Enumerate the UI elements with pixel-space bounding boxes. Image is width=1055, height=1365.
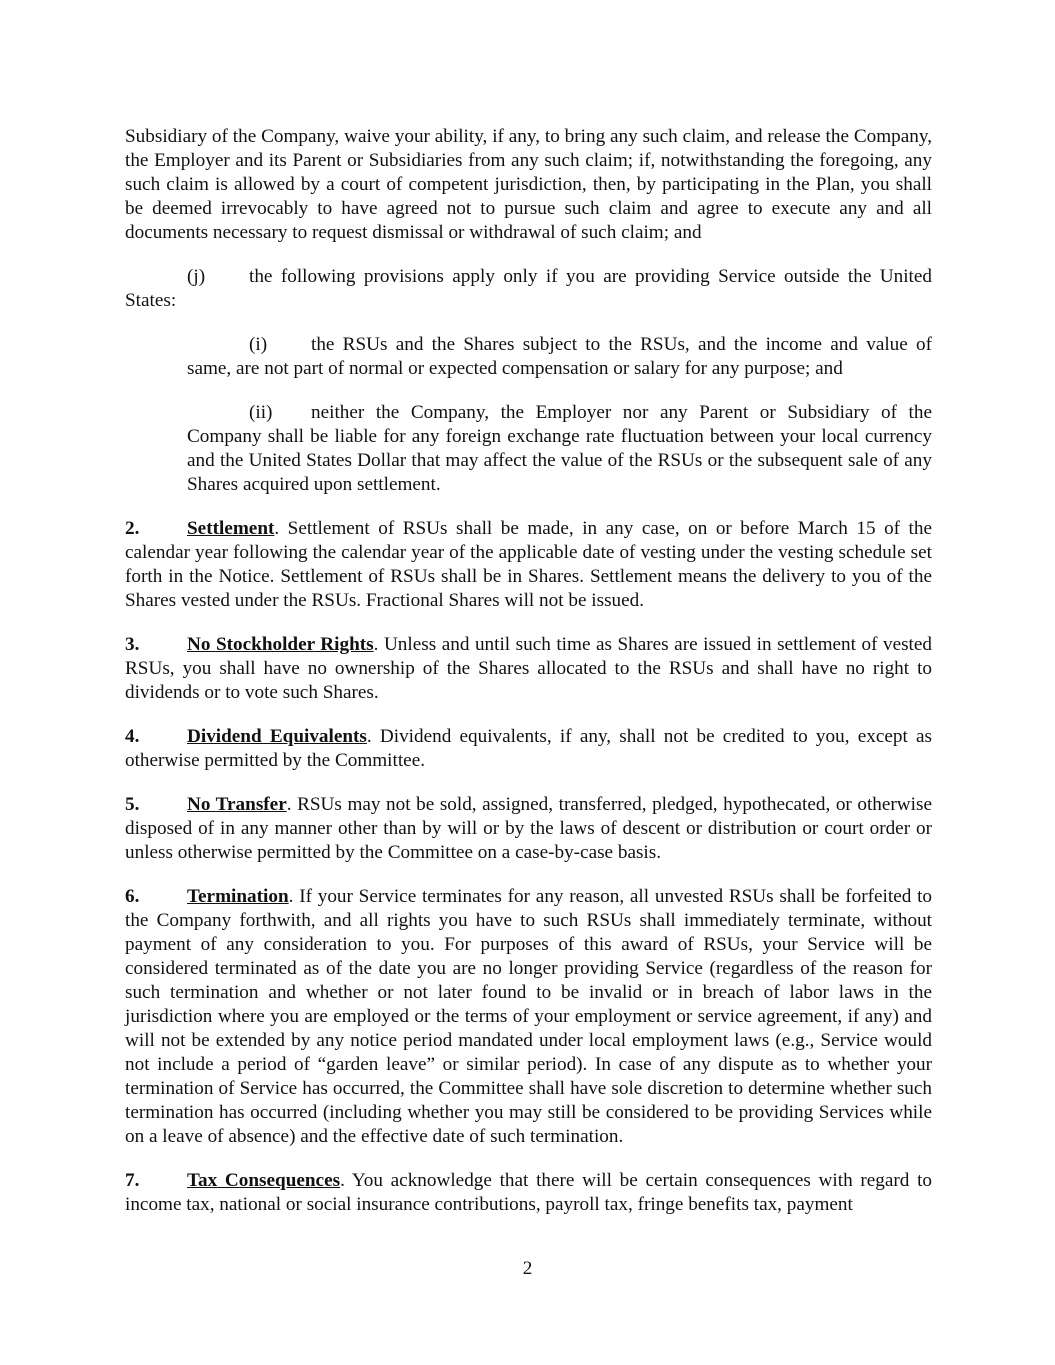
subitem-marker: (ii): [249, 402, 273, 423]
item-j-marker: (j): [187, 266, 206, 287]
item-j: [125, 265, 932, 313]
section-text: . Unless and until such time as Shares are issued in settlement of vested RSUs, you shall have no ownership of the Shares allocated to the RSUs and shall have no right to dividends or to vote such Shares.: [125, 634, 933, 703]
subitem-text: the RSUs and the Shares subject to the RSUs, and the income and value of same, are not part of normal or expected compensation or salary for any purpose; and: [187, 334, 932, 379]
section-number: 2.: [125, 518, 140, 539]
item-j-text: the following provisions apply only if you are providing Service outside the United States:: [125, 266, 932, 311]
section-number: 6.: [125, 886, 140, 907]
subitem-marker: (i): [249, 334, 268, 355]
section-settlement: [125, 517, 932, 613]
section-number: 7.: [125, 1170, 140, 1191]
section-number: 5.: [125, 794, 140, 815]
section-dividend-equivalents: [125, 725, 932, 773]
section-tax-consequences: [125, 1169, 932, 1217]
page-number: 2: [522, 1258, 533, 1279]
section-heading: Termination: [187, 886, 289, 907]
section-termination: [125, 885, 932, 1149]
section-number: 4.: [125, 726, 140, 747]
section-heading: Dividend Equivalents: [187, 726, 367, 747]
subitem-ii: [187, 401, 932, 497]
section-heading: Tax Consequences: [187, 1170, 341, 1191]
section-text: . Dividend equivalents, if any, shall not be credited to you, except as otherwise permitted by the Committee.: [125, 726, 932, 771]
subitem-i: [187, 333, 932, 381]
section-number: 3.: [125, 634, 140, 655]
section-text: . If your Service terminates for any reason, all unvested RSUs shall be forfeited to the Company forthwith, and all rights you have to such RSUs shall immediately terminate, without payment of any consideration to you. For purposes of this award of RSUs, your Service will be considered terminated as of the date you are no longer providing Service (regardless of the reason for such termination and whether or not later found to be invalid or in breach of labor laws in the jurisdiction where you are employed or the terms of your employment or service agreement, if any) and will not be extended by any notice period mandated under local employment laws (e.g., Service would not include a period of “garden leave” or similar period). In case of any dispute as to whether your termination of Service has occurred, the Committee shall have sole discretion to determine whether such termination has occurred (including whether you may still be considered to be providing Services while on a leave of absence) and the effective date of such termination.: [125, 886, 932, 1147]
section-heading: No Transfer: [187, 794, 287, 815]
section-heading: Settlement: [187, 518, 275, 539]
section-no-transfer: [125, 793, 932, 865]
section-text: . RSUs may not be sold, assigned, transferred, pledged, hypothecated, or otherwise disposed of in any manner other than by will or by the laws of descent or distribution or court order or unless otherwise permitted by the Committee on a case-by-case basis.: [125, 794, 932, 863]
continuation-paragraph: Subsidiary of the Company, waive your ability, if any, to bring any such claim, and release the Company, the Employer and its Parent or Subsidiaries from any such claim; if, notwithstanding the foregoing, any such claim is allowed by a court of competent jurisdiction, then, by participating in the Plan, you shall be deemed irrevocably to have agreed not to pursue such claim and agree to execute any and all documents necessary to request dismissal or withdrawal of such claim; and: [125, 126, 932, 243]
section-text: . Settlement of RSUs shall be made, in any case, on or before March 15 of the calendar year following the calendar year of the applicable date of vesting under the vesting schedule set forth in the Notice. Settlement of RSUs shall be in Shares. Settlement means the delivery to you of the Shares vested under the RSUs. Fractional Shares will not be issued.: [125, 518, 932, 611]
section-text: . You acknowledge that there will be certain consequences with regard to income tax, national or social insurance contributions, payroll tax, fringe benefits tax, payment: [125, 1170, 932, 1215]
section-heading: No Stockholder Rights: [187, 634, 374, 655]
subitem-text: neither the Company, the Employer nor any Parent or Subsidiary of the Company shall be liable for any foreign exchange rate fluctuation between your local currency and the United States Dollar that may affect the value of the RSUs or the subsequent sale of any Shares acquired upon settlement.: [187, 402, 932, 495]
section-no-stockholder-rights: [125, 633, 932, 705]
document-page: [125, 125, 932, 1237]
